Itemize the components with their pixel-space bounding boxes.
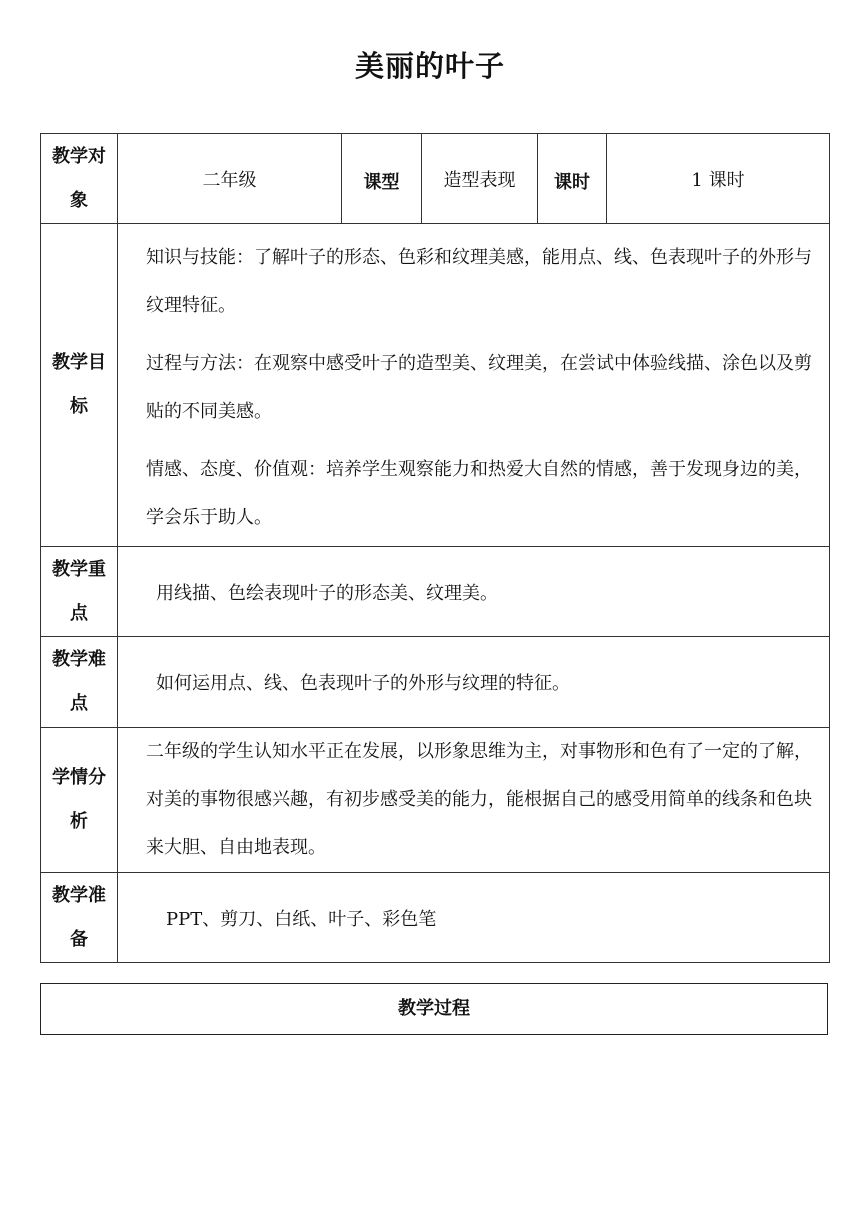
preparation-row: [41, 873, 830, 963]
objective-attitude: 情感、态度、价值观：培养学生观察能力和热爱大自然的情感，善于发现身边的美，学会乐于助人。: [146, 459, 812, 528]
difficulties-text: 如何运用点、线、色表现叶子的外形与纹理的特征。: [118, 637, 830, 728]
document-title: 美丽的叶子: [354, 49, 505, 83]
hours-label: 课时: [538, 134, 607, 224]
analysis-label: 学情分析: [41, 728, 118, 873]
difficulties-label: 教学难点: [41, 637, 118, 728]
header-row: [41, 134, 830, 224]
target-value: 二年级: [118, 134, 342, 224]
objective-knowledge: 知识与技能：了解叶子的形态、色彩和纹理美感，能用点、线、色表现叶子的外形与纹理特征。: [146, 247, 812, 316]
difficulties-row: [41, 637, 830, 728]
objectives-label: 教学目标: [41, 224, 118, 547]
preparation-text: PPT、剪刀、白纸、叶子、彩色笔: [118, 873, 830, 963]
hours-value: 1 课时: [607, 134, 830, 224]
key-points-label: 教学重点: [41, 547, 118, 637]
preparation-label: 教学准备: [41, 873, 118, 963]
key-points-text: 用线描、色绘表现叶子的形态美、纹理美。: [118, 547, 830, 637]
analysis-row: [41, 728, 830, 873]
objective-process: 过程与方法：在观察中感受叶子的造型美、纹理美，在尝试中体验线描、涂色以及剪贴的不同美感。: [146, 353, 812, 422]
target-label: 教学对象: [41, 134, 118, 224]
objectives-content: [118, 224, 830, 547]
process-heading: 教学过程: [40, 983, 828, 1035]
key-points-row: [41, 547, 830, 637]
analysis-text: 二年级的学生认知水平正在发展，以形象思维为主，对事物形和色有了一定的了解，对美的事物很感兴趣，有初步感受美的能力，能根据自己的感受用简单的线条和色块来大胆、自由地表现。: [118, 728, 830, 873]
type-value: 造型表现: [422, 134, 538, 224]
type-label: 课型: [342, 134, 422, 224]
lesson-plan-table: [40, 133, 830, 963]
objectives-row: [41, 224, 830, 547]
